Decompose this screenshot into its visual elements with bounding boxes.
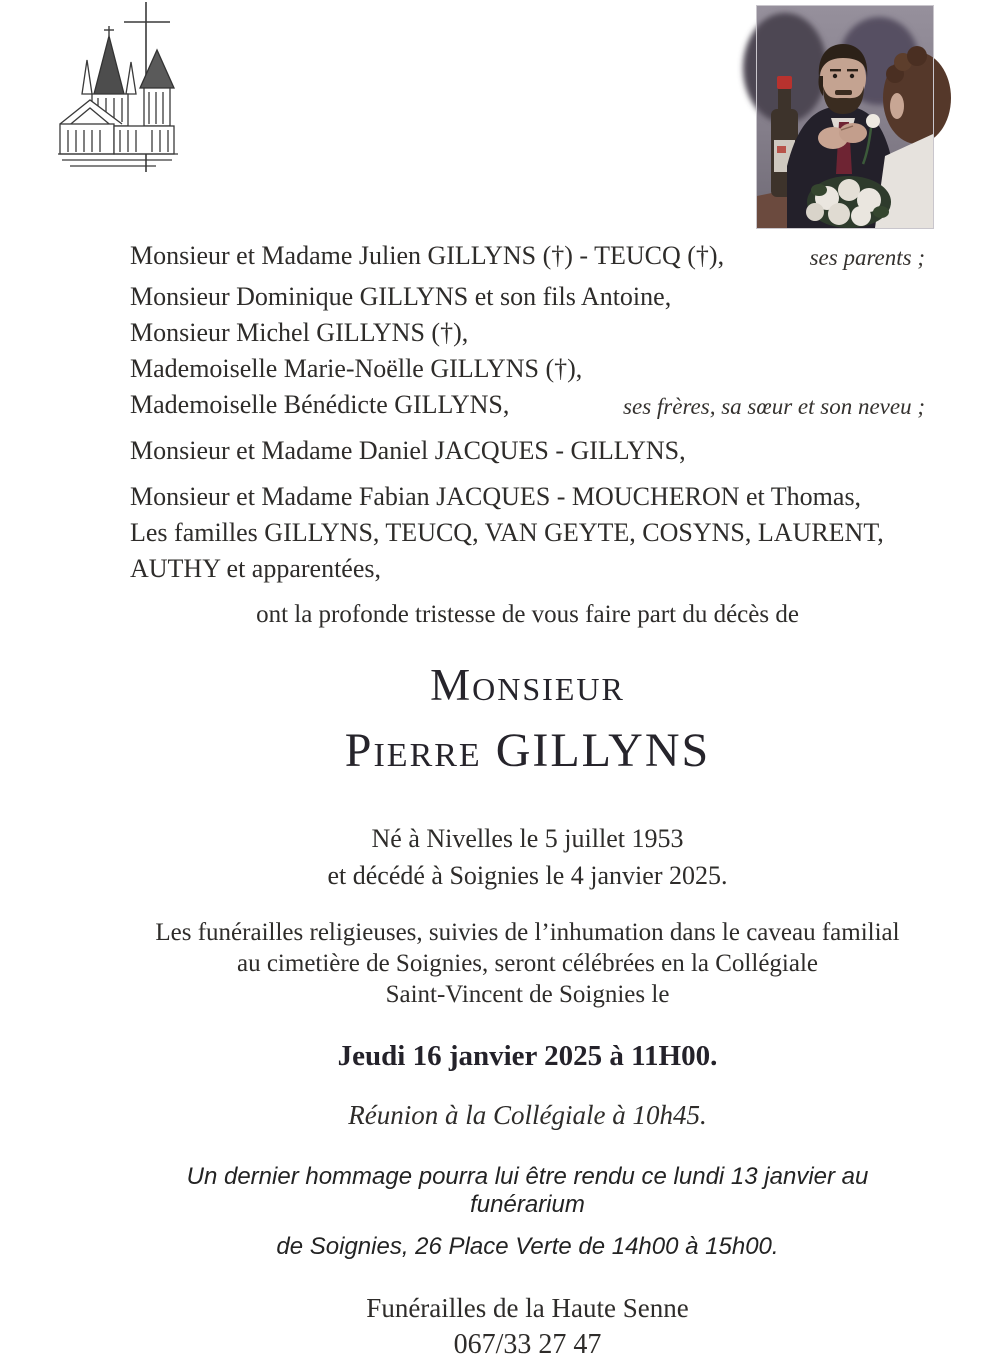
deceased-title: Monsieur xyxy=(430,660,625,710)
service-line-1: Les funérailles religieuses, suivies de l’inhumation dans le caveau familial xyxy=(155,919,900,946)
tribute-line-1: Un dernier hommage pourra lui être rendu ce lundi 13 janvier au funérarium xyxy=(186,1163,869,1218)
portrait-photo xyxy=(757,6,933,228)
family-line xyxy=(130,279,925,315)
family-name: Les familles GILLYNS, TEUCQ, VAN GEYTE, COSYNS, LAURENT, xyxy=(130,518,884,547)
service-line-3: Saint-Vincent de Soignies le xyxy=(385,981,670,1008)
family-name: Monsieur Dominique GILLYNS et son fils Antoine, xyxy=(130,282,672,311)
announcement-text xyxy=(130,238,925,1361)
family-line xyxy=(130,479,925,515)
family-name: Monsieur et Madame Julien GILLYNS (†) - TEUCQ (†), xyxy=(130,241,725,270)
birth-line: Né à Nivelles le 5 juillet 1953 xyxy=(371,824,684,853)
family-name: AUTHY et apparentées, xyxy=(130,554,381,583)
deceased-name: Pierre GILLYNS xyxy=(344,724,711,777)
family-line xyxy=(130,433,925,469)
announcement-intro: ont la profonde tristesse de vous faire part du décès de xyxy=(256,601,799,628)
service-paragraph xyxy=(130,917,925,1010)
family-name: Monsieur Michel GILLYNS (†), xyxy=(130,318,469,347)
family-line xyxy=(130,551,925,587)
family-line xyxy=(130,387,925,423)
funeral-home-phone: 067/33 27 47 xyxy=(453,1329,602,1360)
family-relation: ses frères, sa sœur et son neveu ; xyxy=(623,394,925,419)
family-relation: ses parents ; xyxy=(809,245,925,270)
family-name: Monsieur et Madame Fabian JACQUES - MOUCHERON et Thomas, xyxy=(130,482,862,511)
funeral-home-name: Funérailles de la Haute Senne xyxy=(366,1293,689,1323)
death-line: et décédé à Soignies le 4 janvier 2025. xyxy=(327,861,728,890)
family-line xyxy=(130,315,925,351)
gathering-line: Réunion à la Collégiale à 10h45. xyxy=(348,1100,707,1130)
family-line xyxy=(130,351,925,387)
tribute-line-2: de Soignies, 26 Place Verte de 14h00 à 15h00. xyxy=(276,1233,779,1260)
family-line xyxy=(130,238,925,274)
family-name: Mademoiselle Marie-Noëlle GILLYNS (†), xyxy=(130,354,583,383)
family-line xyxy=(130,515,925,551)
church-drawing-icon xyxy=(56,2,208,176)
service-datetime: Jeudi 16 janvier 2025 à 11H00. xyxy=(337,1040,718,1072)
family-name: Mademoiselle Bénédicte GILLYNS, xyxy=(130,390,510,419)
service-line-2: au cimetière de Soignies, seront célébrées en la Collégiale xyxy=(236,950,819,977)
family-name: Monsieur et Madame Daniel JACQUES - GILLYNS, xyxy=(130,436,686,465)
